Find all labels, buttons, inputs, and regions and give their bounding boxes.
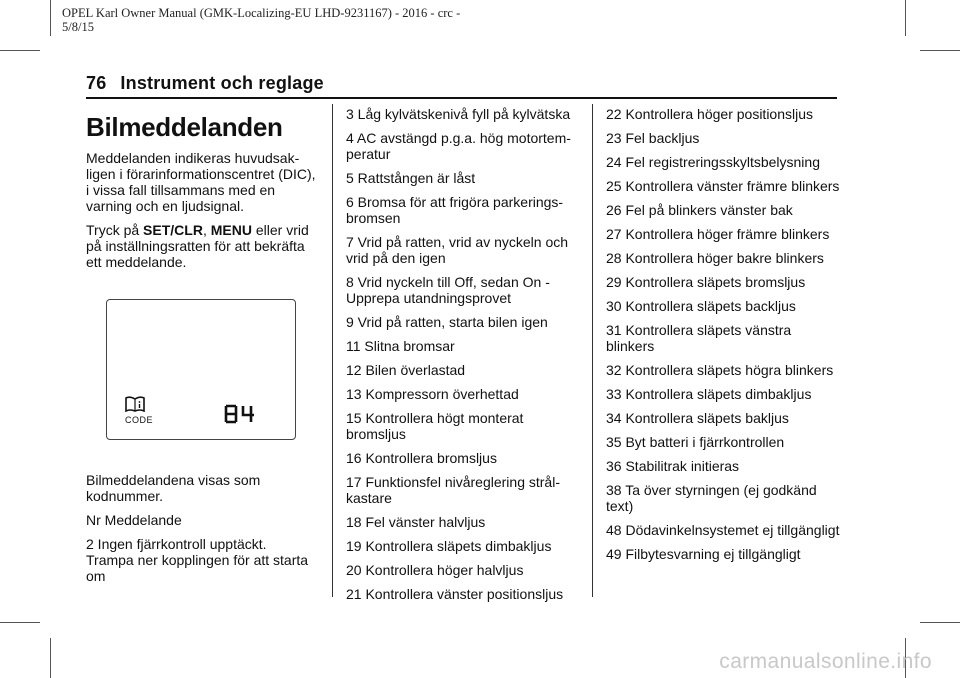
crop-mark: [905, 0, 906, 36]
list-item: 3 Låg kylvätskenivå fyll på kylvätska: [346, 106, 571, 122]
list-item: 35 Byt batteri i fjärrkontrollen: [606, 434, 785, 450]
list-item: 9 Vrid på ratten, starta bilen igen: [346, 314, 548, 330]
key-setclr: SET/CLR: [143, 222, 203, 238]
list-item: 22 Kontrollera höger positionsljus: [606, 106, 814, 122]
list-item: 48 Dödavinkelnsystemet ej tillgängligt: [606, 522, 840, 538]
instruction-sep: ,: [202, 222, 211, 238]
page-heading: [86, 73, 324, 94]
watermark[interactable]: carmanualsonline.info: [719, 650, 932, 673]
page-number: 76: [86, 73, 107, 93]
list-item: 18 Fel vänster halvljus: [346, 514, 486, 530]
crop-mark: [50, 0, 51, 36]
instruction-pre: Tryck på: [86, 222, 144, 238]
list-item: 30 Kontrollera släpets backljus: [606, 298, 796, 314]
list-item: 29 Kontrollera släpets bromsljus: [606, 274, 806, 290]
list-item: 8 Vrid nyckeln till Off, sedan On - Upprepa utandningsprovet: [346, 274, 550, 306]
list-item: 5 Rattstången är låst: [346, 170, 476, 186]
column-divider: [332, 104, 333, 597]
crop-mark: [920, 50, 960, 51]
list-item: 21 Kontrollera vänster positionsljus: [346, 586, 564, 602]
list-item: 13 Kompressorn överhettad: [346, 386, 519, 402]
crop-mark: [920, 622, 960, 623]
caption-block: [86, 472, 316, 592]
code-digits: [223, 404, 257, 424]
list-item: 2 Ingen fjärrkontroll upptäckt. Trampa ner kopplingen för att starta om: [86, 536, 309, 584]
list-item: 4 AC avstängd p.g.a. hög motortem-peratur: [346, 130, 571, 162]
column-divider: [592, 104, 593, 597]
section-title: Bilmeddelanden: [86, 112, 283, 142]
intro-paragraph: Meddelanden indikeras huvudsak-ligen i förarinformationscentret (DIC), i vissa fall tillsammans med en varning och en ljudsignal.: [86, 150, 316, 214]
list-item: 49 Filbytesvarning ej tillgängligt: [606, 546, 801, 562]
list-item: 19 Kontrollera släpets dimbakljus: [346, 538, 552, 554]
list-item: 6 Bromsa för att frigöra parkerings-bromsen: [346, 194, 564, 226]
crop-mark: [0, 50, 40, 51]
list-item: 15 Kontrollera högt monterat bromsljus: [346, 410, 524, 442]
column-3: [606, 106, 842, 570]
list-item: 23 Fel backljus: [606, 130, 700, 146]
list-item: 27 Kontrollera höger främre blinkers: [606, 226, 830, 242]
heading-rule: [86, 97, 837, 99]
list-item: 11 Slitna bromsar: [346, 338, 455, 354]
list-item: 24 Fel registreringsskyltsbelysning: [606, 154, 820, 170]
instruction-paragraph: [86, 222, 316, 270]
dic-display-figure: [106, 299, 296, 440]
list-header: Nr Meddelande: [86, 512, 182, 528]
crop-mark: [0, 622, 40, 623]
list-item: 38 Ta över styrningen (ej godkänd text): [606, 482, 817, 514]
chapter-title: Instrument och reglage: [120, 73, 324, 93]
list-item: 33 Kontrollera släpets dimbakljus: [606, 386, 812, 402]
instruction-post: eller vrid på inställningsratten för att bekräfta ett meddelande.: [86, 222, 309, 270]
key-menu: MENU: [210, 222, 252, 238]
list-item: 25 Kontrollera vänster främre blinkers: [606, 178, 840, 194]
code-label: CODE: [125, 415, 154, 425]
print-header: [62, 6, 622, 34]
list-item: 34 Kontrollera släpets bakljus: [606, 410, 789, 426]
list-item: 31 Kontrollera släpets vänstra blinkers: [606, 322, 792, 354]
list-item: 32 Kontrollera släpets högra blinkers: [606, 362, 834, 378]
print-header-line1: OPEL Karl Owner Manual (GMK-Localizing-EU LHD-9231167) - 2016 - crc -: [62, 6, 461, 20]
list-item: 17 Funktionsfel nivåreglering strål-kastare: [346, 474, 560, 506]
figure-caption: Bilmeddelandena visas som kodnummer.: [86, 472, 261, 504]
list-item: 26 Fel på blinkers vänster bak: [606, 202, 793, 218]
crop-mark: [50, 638, 51, 678]
list-item: 28 Kontrollera höger bakre blinkers: [606, 250, 824, 266]
column-1: [86, 106, 316, 278]
print-header-line2: 5/8/15: [62, 20, 94, 34]
list-item: 12 Bilen överlastad: [346, 362, 466, 378]
list-item: 36 Stabilitrak initieras: [606, 458, 740, 474]
list-item: 20 Kontrollera höger halvljus: [346, 562, 524, 578]
list-item: 7 Vrid på ratten, vrid av nyckeln och vrid på den igen: [346, 234, 569, 266]
owner-manual-icon: [125, 396, 145, 412]
column-2: [346, 106, 582, 610]
list-item: 16 Kontrollera bromsljus: [346, 450, 497, 466]
